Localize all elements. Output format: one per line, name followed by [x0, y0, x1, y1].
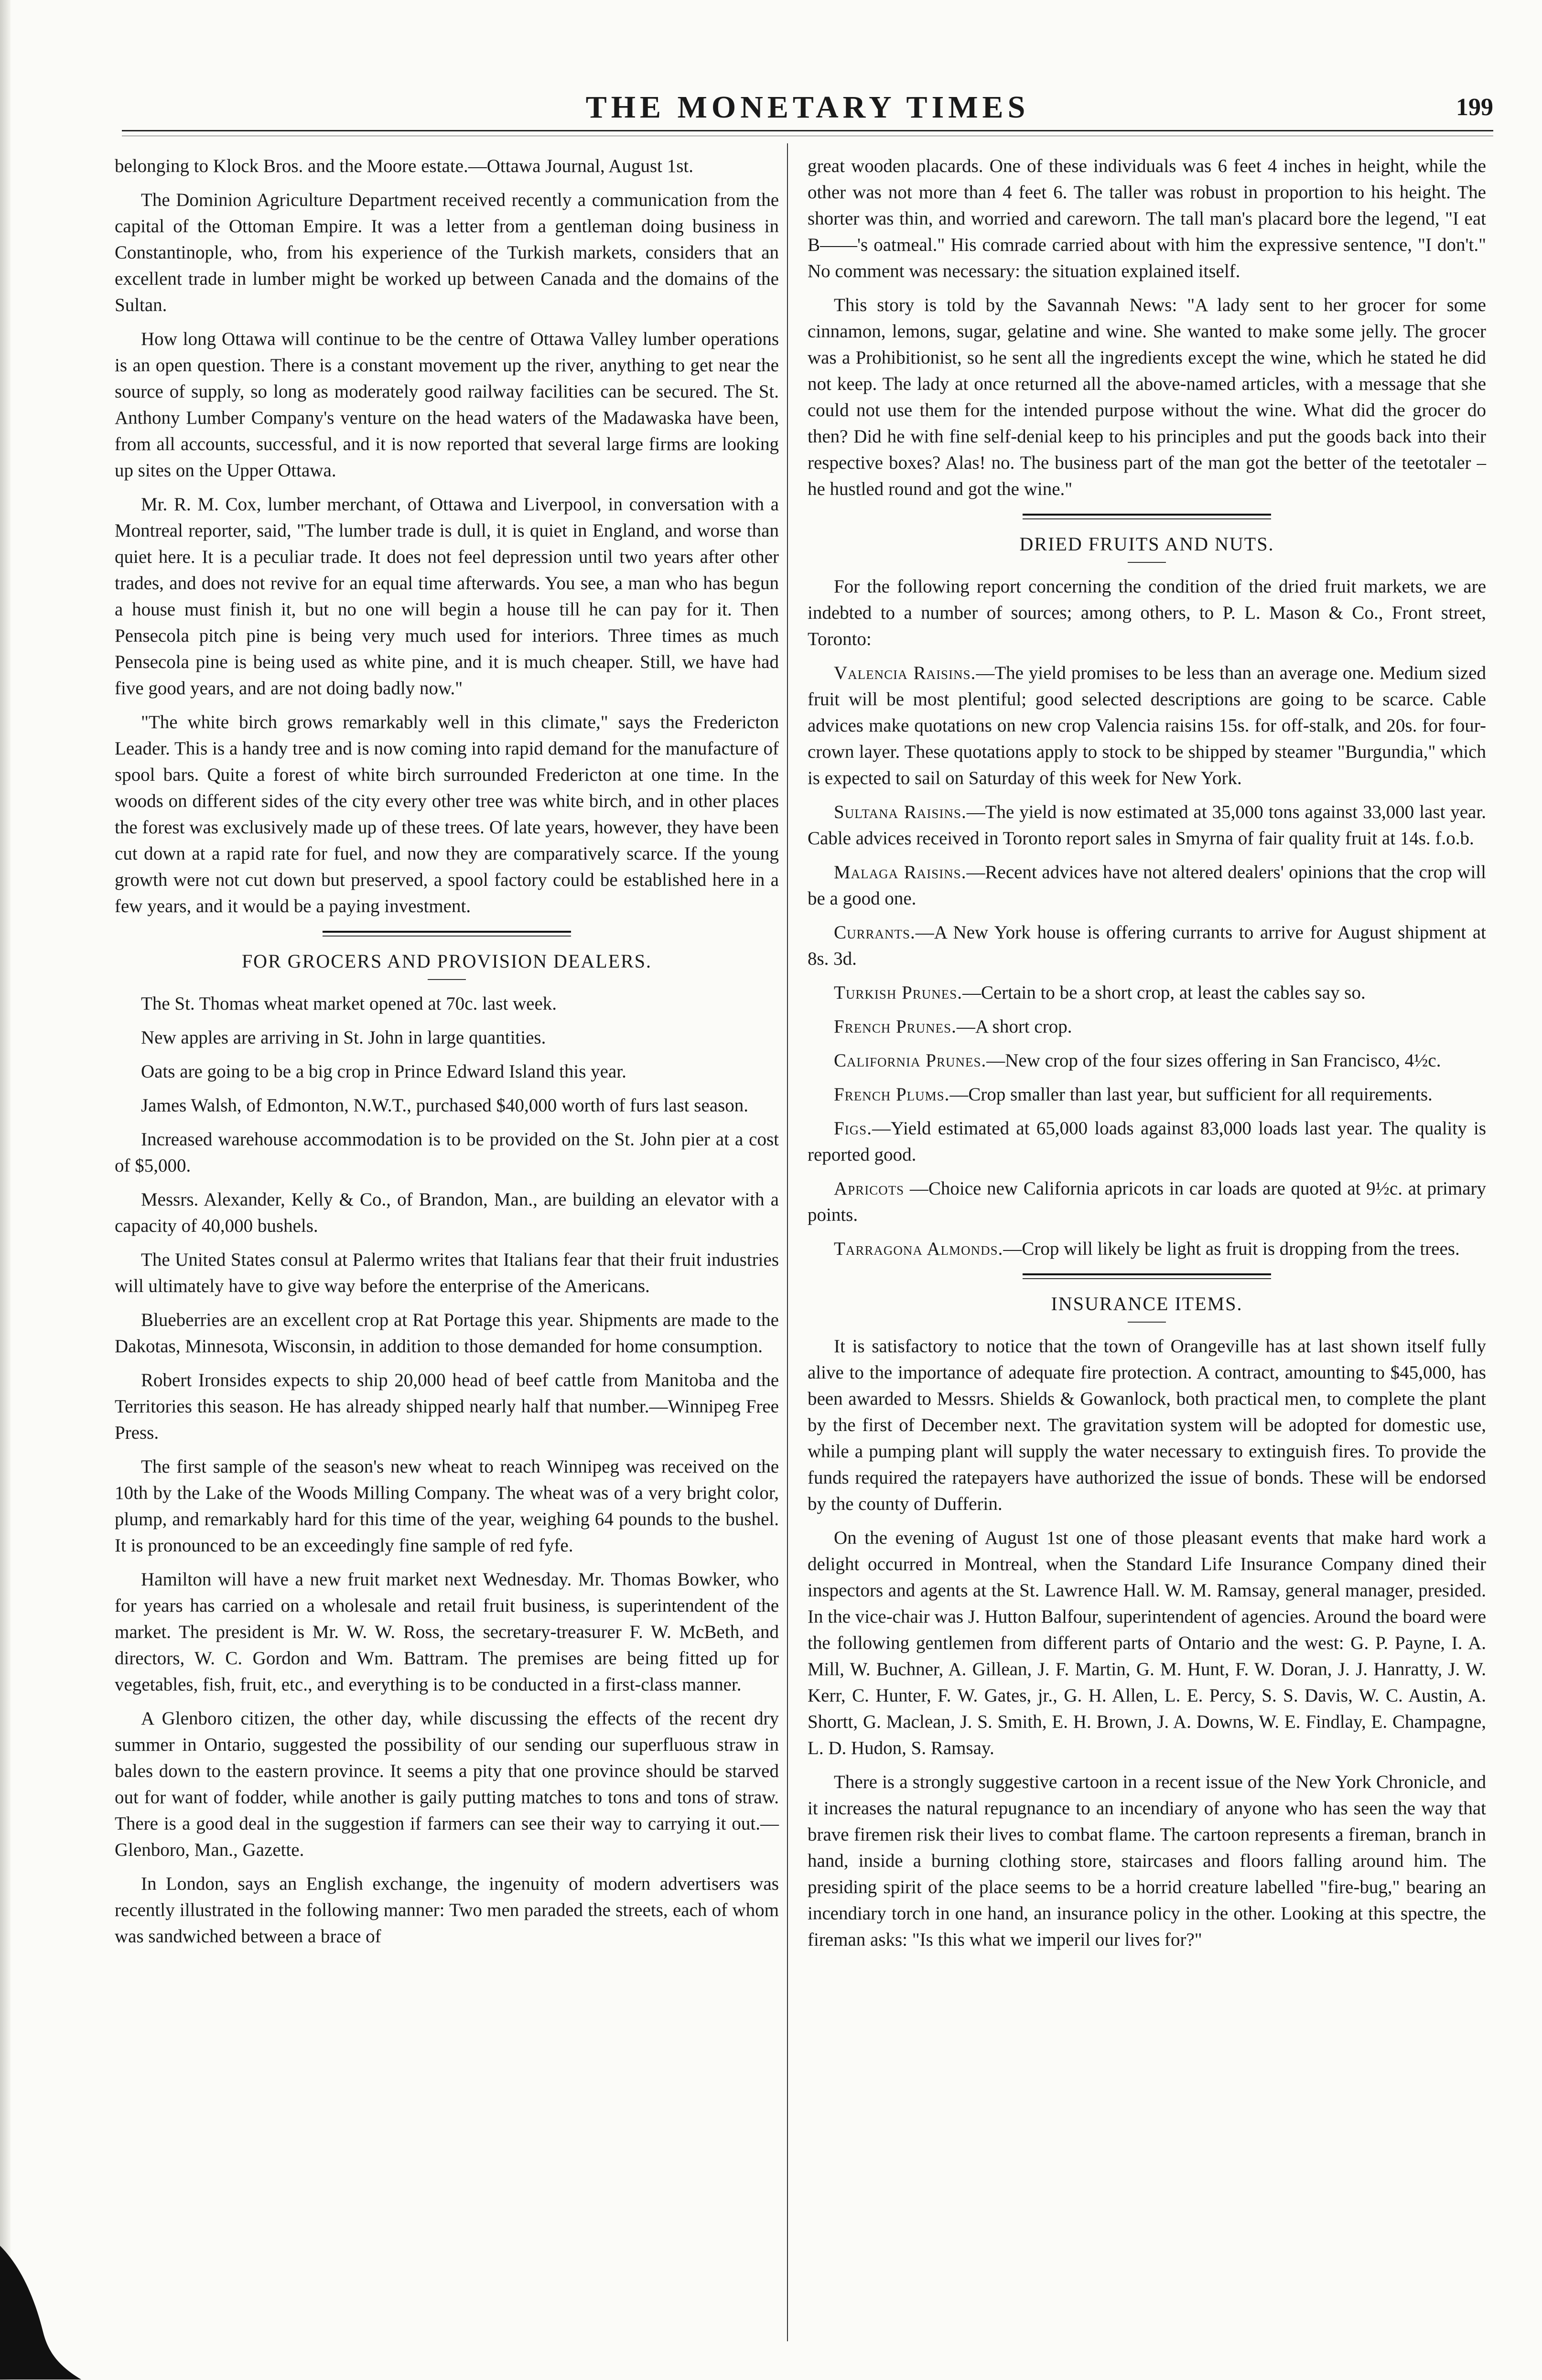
- ink-stroke-mark: [0, 2236, 81, 2380]
- news-item: The St. Thomas wheat market opened at 70c. last week.: [141, 993, 557, 1014]
- section-divider: [1023, 514, 1271, 519]
- fruit-report-text: —A New York house is offering currants to arrive for August shipment at 8s. 3d.: [808, 922, 1486, 969]
- page-edge-shadow: [0, 0, 11, 2380]
- fruit-report-text: —Certain to be a short crop, at least the cables say so.: [962, 982, 1366, 1003]
- news-item: The first sample of the season's new wheat to reach Winnipeg was received on the 10th by the Lake of the Woods Milling Company. The wheat was of a very bright color, plump, and remarkably hard for this time of the year, weighing 64 pounds to the bushel. It is pronounced to be an exceedingly fine sample of red fyfe.: [115, 1456, 779, 1556]
- section-heading-insurance: INSURANCE ITEMS.: [1051, 1293, 1243, 1314]
- paragraph: Mr. R. M. Cox, lumber merchant, of Ottawa and Liverpool, in conversation with a Montreal reporter, said, "The lumber trade is dull, it is quiet in England, and worse than quiet here. It is a peculiar trade. It does not feel depression until two years after other trades, and does not revive for an equal time afterwards. You see, a man who has begun a house must finish it, but no one will begin a house till he can pay for it. Then Pensecola pitch pine is being very much used for interiors. Three times as much Pensecola pine is being used as white pine, and it is much cheaper. Still, we have had five good years, and are not doing badly now.": [115, 494, 779, 699]
- paragraph: great wooden placards. One of these individuals was 6 feet 4 inches in height, while the other was not more than 4 feet 6. The taller was robust in proportion to his height. The shorter was thin, and worried and careworn. The tall man's placard bore the legend, "I eat B——'s oatmeal." His comrade carried about with him the expressive sentence, "I don't." No comment was necessary: the situation explained itself.: [808, 156, 1486, 281]
- heading-rule: [428, 979, 466, 980]
- page-number: 199: [1456, 94, 1493, 121]
- fruit-report-item: [808, 1013, 1486, 1040]
- news-item: Blueberries are an excellent crop at Rat Portage this year. Shipments are made to the Dakotas, Minnesota, Wisconsin, in addition to those demanded for home consumption.: [115, 1310, 779, 1357]
- fruit-name: Valencia Raisins.: [834, 663, 976, 683]
- paragraph: This story is told by the Savannah News: "A lady sent to her grocer for some cinnamon, lemons, sugar, gelatine and wine. She wanted to make some jelly. The grocer was a Prohibitionist, so he sent all the ingredients except the wine, which he stated he did not keep. The lady at once returned all the above-named articles, with a message that she could not use them for the intended purpose without the wine. What did the grocer do then? Did he with fine self-denial keep to his principles and put the goods back into their respective boxes? Alas! no. The business part of the man got the better of the teetotaler – he hustled round and got the wine.": [808, 295, 1486, 499]
- news-item: In London, says an English exchange, the ingenuity of modern advertisers was recently illustrated in the following manner: Two men paraded the streets, each of whom was sandwiched between a brace of: [115, 1874, 779, 1947]
- fruit-report-text: —New crop of the four sizes offering in San Francisco, 4½c.: [986, 1050, 1441, 1071]
- fruit-name: Figs.: [834, 1118, 872, 1139]
- fruit-name: Turkish Prunes.: [834, 982, 963, 1003]
- section-heading-dried-fruits: DRIED FRUITS AND NUTS.: [1019, 533, 1274, 555]
- fruit-report-item: [808, 859, 1486, 912]
- fruit-report-item: [808, 1115, 1486, 1168]
- fruit-name: Tarragona Almonds.: [834, 1238, 1003, 1259]
- news-item: Messrs. Alexander, Kelly & Co., of Brandon, Man., are building an elevator with a capacity of 40,000 bushels.: [115, 1189, 779, 1236]
- news-item: Hamilton will have a new fruit market next Wednesday. Mr. Thomas Bowker, who for years has carried on a wholesale and retail fruit business, is superintendent of the market. The president is Mr. W. W. Ross, the secretary-treasurer F. W. McBeth, and directors, W. C. Gordon and Wm. Battram. The premises are being fitted up for vegetables, fish, fruit, etc., and everything is to be conducted in a first-class manner.: [115, 1569, 779, 1695]
- news-item: Robert Ironsides expects to ship 20,000 head of beef cattle from Manitoba and the Territories this season. He has already shipped nearly half that number.—Winnipeg Free Press.: [115, 1370, 779, 1443]
- fruit-name: Malaga Raisins.: [834, 862, 967, 883]
- section-heading-grocers: FOR GROCERS AND PROVISION DEALERS.: [241, 950, 652, 972]
- fruit-report-item: [808, 660, 1486, 791]
- fruit-report-text: —A short crop.: [956, 1016, 1072, 1037]
- fruit-report-item: [808, 980, 1486, 1006]
- news-item: There is a strongly suggestive cartoon in a recent issue of the New York Chronicle, and it increases the natural repugnance to an incendiary of anyone who has seen the way that brave firemen risk their lives to combat flame. The cartoon represents a fireman, branch in hand, inside a burning clothing store, staircases and floors falling around him. The presiding spirit of the place seems to be a horrid creature labelled "fire-bug," bearing an incendiary torch in one hand, an insurance policy in the other. Looking at this spectre, the fireman asks: "Is this what we imperil our lives for?": [808, 1772, 1486, 1950]
- fruit-report-text: —Choice new California apricots in car loads are quoted at 9½c. at primary points.: [808, 1178, 1486, 1225]
- news-item: It is satisfactory to notice that the town of Orangeville has at last shown itself fully alive to the importance of adequate fire protection. A contract, amounting to $45,000, has been awarded to Messrs. Shields & Gowanlock, both practical men, to complete the plant by the first of December next. The gravitation system will be adopted for domestic use, while a pumping plant will supply the water necessary to extinguish fires. To provide the funds required the ratepayers have authorized the issue of bonds. These will be endorsed by the county of Dufferin.: [808, 1336, 1486, 1514]
- masthead-title: THE MONETARY TIMES: [585, 90, 1030, 125]
- news-item: James Walsh, of Edmonton, N.W.T., purchased $40,000 worth of furs last season.: [141, 1095, 749, 1116]
- fruit-name: Currants.: [834, 922, 916, 943]
- left-column: [115, 153, 779, 1957]
- header-rule: [122, 130, 1493, 131]
- paragraph: The Dominion Agriculture Department received recently a communication from the capital of the Ottoman Empire. It was a letter from a gentleman doing business in Constantinople, who, from his experience of the Turkish markets, considers that an excellent trade in lumber might be worked up between Canada and the domains of the Sultan.: [115, 190, 779, 315]
- paragraph: "The white birch grows remarkably well in this climate," says the Fredericton Leader. This is a handy tree and is now coming into rapid demand for the manufacture of spool bars. Quite a forest of white birch surrounded Fredericton at one time. In the woods on different sides of the city every other tree was white birch, and in other places the forest was exclusively made up of these trees. Of late years, however, they have been cut down at a rapid rate for fuel, and now they are comparatively scarce. If the young growth were not cut down but preserved, a spool factory could be established here in a few years, and it would be a paying investment.: [115, 712, 779, 916]
- paragraph: For the following report concerning the condition of the dried fruit markets, we are indebted to a number of sources; among others, to P. L. Mason & Co., Front street, Toronto:: [808, 576, 1486, 649]
- fruit-report-text: —The yield promises to be less than an average one. Medium sized fruit will be most plentiful; good selected descriptions are going to be scarce. Cable advices make quotations on new crop Valencia raisins 15s. for off-stalk, and 20s. for four-crown layer. These quotations apply to stock to be shipped by steamer "Burgundia," which is expected to sail on Saturday of this week for New York.: [808, 663, 1487, 788]
- fruit-report-item: [808, 1081, 1486, 1108]
- section-divider: [323, 931, 571, 937]
- fruit-report-item: [808, 799, 1486, 851]
- news-item: Increased warehouse accommodation is to be provided on the St. John pier at a cost of $5,000.: [115, 1129, 779, 1176]
- fruit-report-text: —The yield is now estimated at 35,000 tons against 33,000 last year. Cable advices received in Toronto report sales in Smyrna of fair quality fruit at 14s. f.o.b.: [808, 802, 1486, 849]
- news-item: New apples are arriving in St. John in large quantities.: [141, 1027, 546, 1048]
- news-item: The United States consul at Palermo writes that Italians fear that their fruit industries will ultimately have to give way before the enterprise of the Americans.: [115, 1249, 779, 1296]
- fruit-report-item: [808, 1236, 1486, 1262]
- heading-rule: [1128, 562, 1166, 563]
- right-column: [808, 153, 1486, 1960]
- news-item: Oats are going to be a big crop in Prince Edward Island this year.: [141, 1061, 626, 1082]
- fruit-name: Sultana Raisins.: [834, 802, 967, 822]
- fruit-name: French Prunes.: [834, 1016, 957, 1037]
- fruit-name: French Plums.: [834, 1084, 950, 1105]
- page-header: [122, 88, 1493, 127]
- heading-rule: [1128, 1322, 1166, 1323]
- fruit-name: California Prunes.: [834, 1050, 987, 1071]
- news-item: A Glenboro citizen, the other day, while discussing the effects of the recent dry summer in Ontario, suggested the possibility of our sending our superfluous straw in bales down to the eastern province. It seems a pity that one province should be starved out for want of fodder, while another is gaily putting matches to tons and tons of straw. There is a good deal in the suggestion if farmers can see their way to carrying it out.—Glenboro, Man., Gazette.: [115, 1708, 779, 1860]
- fruit-name: Apricots: [834, 1178, 905, 1199]
- fruit-report-text: —Yield estimated at 65,000 loads against 83,000 loads last year. The quality is reported good.: [808, 1118, 1486, 1165]
- paragraph: belonging to Klock Bros. and the Moore estate.—Ottawa Journal, August 1st.: [115, 156, 693, 176]
- section-divider: [1023, 1273, 1271, 1279]
- fruit-report-text: —Crop will likely be light as fruit is dropping from the trees.: [1003, 1238, 1460, 1259]
- fruit-report-item: [808, 1175, 1486, 1228]
- fruit-report-text: —Recent advices have not altered dealers' opinions that the crop will be a good one.: [808, 862, 1486, 909]
- fruit-report-item: [808, 1047, 1486, 1074]
- fruit-report-item: [808, 919, 1486, 972]
- column-divider: [787, 143, 788, 2341]
- fruit-report-text: —Crop smaller than last year, but sufficient for all requirements.: [949, 1084, 1433, 1105]
- paragraph: How long Ottawa will continue to be the centre of Ottawa Valley lumber operations is an open question. There is a constant movement up the river, anything to get near the source of supply, so long as moderately good railway facilities can be secured. The St. Anthony Lumber Company's venture on the head waters of the Madawaska have been, from all accounts, successful, and it is now reported that several large firms are looking up sites on the Upper Ottawa.: [115, 329, 779, 481]
- news-item: On the evening of August 1st one of those pleasant events that make hard work a delight occurred in Montreal, when the Standard Life Insurance Company dined their inspectors and agents at the St. Lawrence Hall. W. M. Ramsay, general manager, presided. In the vice-chair was J. Hutton Balfour, superintendent of agencies. Around the board were the following gentlemen from different parts of Ontario and the west: G. P. Payne, I. A. Mill, W. Buchner, A. Gillean, J. F. Martin, G. M. Hunt, F. W. Doran, J. J. Hanratty, J. W. Kerr, C. Hunter, F. W. Gates, jr., G. H. Allen, L. E. Percy, S. S. Davis, W. C. Austin, A. Shortt, G. Maclean, J. S. Smith, E. H. Brown, J. A. Downs, W. E. Findlay, E. Champagne, L. D. Hudon, S. Ramsay.: [808, 1528, 1486, 1758]
